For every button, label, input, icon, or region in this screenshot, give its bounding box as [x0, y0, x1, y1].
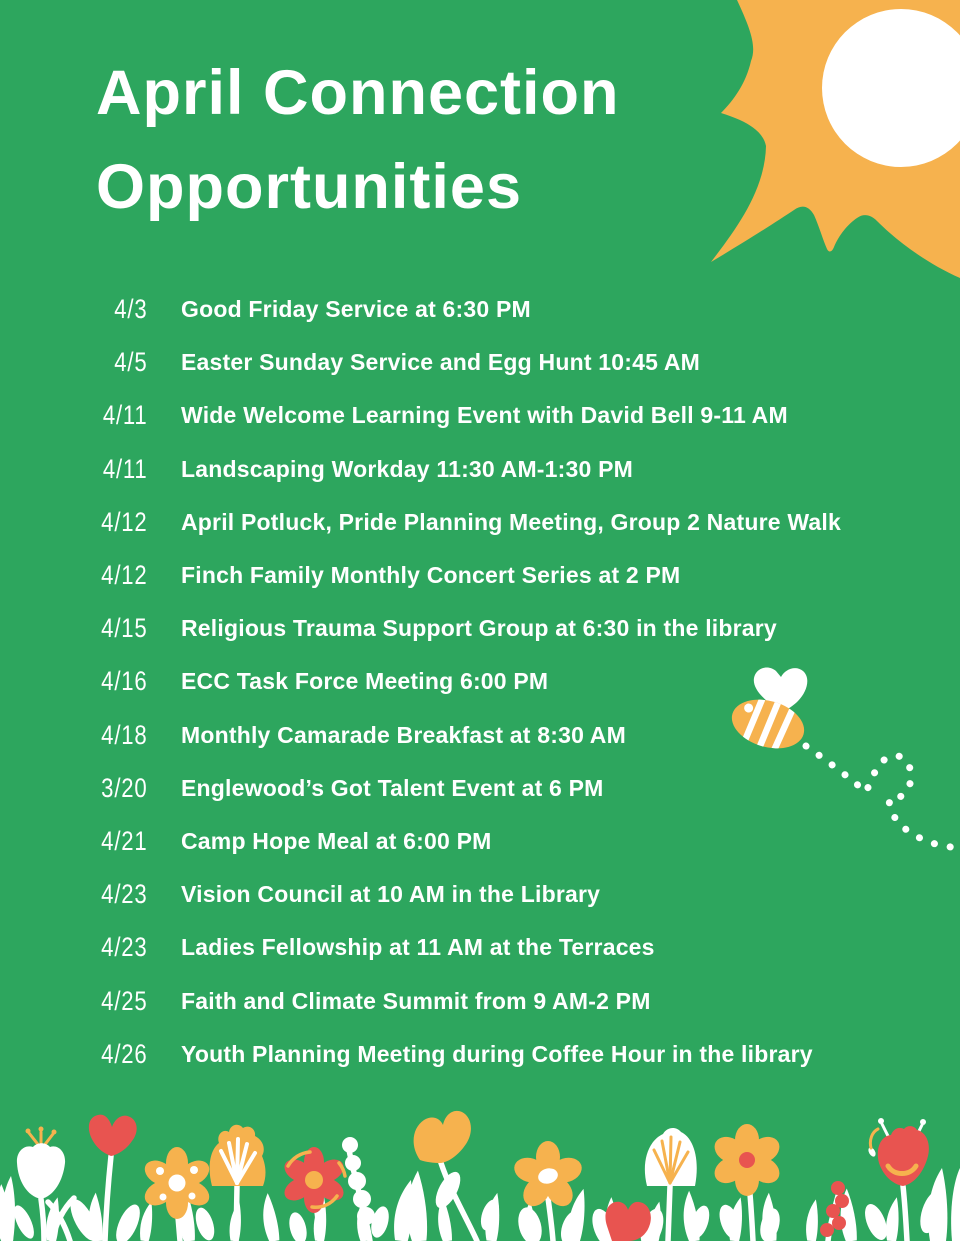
white-berries [342, 1137, 375, 1225]
yellow-fan-flower [210, 1125, 266, 1186]
event-date: 4/25 [101, 985, 148, 1016]
event-description: Religious Trauma Support Group at 6:30 in the library [181, 615, 777, 642]
event-row [0, 496, 960, 549]
event-row [0, 443, 960, 496]
white-tulip-flower [17, 1127, 65, 1200]
event-date: 4/21 [101, 825, 148, 856]
event-date: 3/20 [101, 772, 148, 803]
event-description: ECC Task Force Meeting 6:00 PM [181, 668, 549, 695]
event-date: 4/26 [101, 1038, 148, 1069]
event-date: 4/11 [103, 453, 148, 484]
sun-icon [700, 0, 960, 300]
flower-border-icon [0, 1071, 960, 1241]
event-date: 4/18 [101, 719, 148, 750]
event-description: Landscaping Workday 11:30 AM-1:30 PM [181, 455, 633, 482]
orange-tulip-flower [414, 1111, 471, 1163]
event-description: Easter Sunday Service and Egg Hunt 10:45 AM [181, 349, 701, 376]
bee-trail-dots [806, 746, 951, 847]
red-daisy-flower [280, 1147, 347, 1213]
event-row [0, 389, 960, 442]
event-description: Englewood’s Got Talent Event at 6 PM [181, 774, 604, 801]
event-date: 4/23 [101, 932, 148, 963]
event-date: 4/11 [103, 400, 148, 431]
page-title-line1: April Connection [96, 58, 620, 128]
event-date: 4/3 [114, 294, 148, 325]
event-description: Wide Welcome Learning Event with David Bell 9-11 AM [181, 402, 788, 429]
event-row [0, 974, 960, 1027]
event-date: 4/5 [114, 347, 148, 378]
event-row [0, 336, 960, 389]
bee-icon [720, 655, 960, 865]
event-description: Faith and Climate Summit from 9 AM-2 PM [181, 987, 651, 1014]
event-date: 4/12 [101, 506, 148, 537]
event-row [0, 283, 960, 336]
event-date: 4/12 [101, 560, 148, 591]
event-description: Good Friday Service at 6:30 PM [181, 296, 531, 323]
event-date: 4/16 [101, 666, 148, 697]
event-description: Camp Hope Meal at 6:00 PM [181, 827, 492, 854]
red-tulip-smile-flower [867, 1118, 929, 1186]
event-description: Monthly Camarade Breakfast at 8:30 AM [181, 721, 626, 748]
event-row [0, 549, 960, 602]
page-title-line2: Opportunities [96, 152, 522, 222]
event-row [0, 921, 960, 974]
event-description: Finch Family Monthly Concert Series at 2 PM [181, 562, 681, 589]
event-description: April Potluck, Pride Planning Meeting, Group 2 Nature Walk [181, 508, 841, 535]
white-fan-flower [645, 1128, 697, 1186]
event-description: Youth Planning Meeting during Coffee Hour in the library [181, 1040, 813, 1067]
event-description: Vision Council at 10 AM in the Library [181, 881, 601, 908]
event-row [0, 868, 960, 921]
event-description: Ladies Fellowship at 11 AM at the Terraces [181, 934, 655, 961]
event-date: 4/23 [101, 879, 148, 910]
yellow-daisy-red-center-flower [710, 1124, 784, 1196]
page-title [96, 46, 619, 234]
event-date: 4/15 [101, 613, 148, 644]
red-tulip-flower [89, 1115, 137, 1156]
event-row [0, 602, 960, 655]
